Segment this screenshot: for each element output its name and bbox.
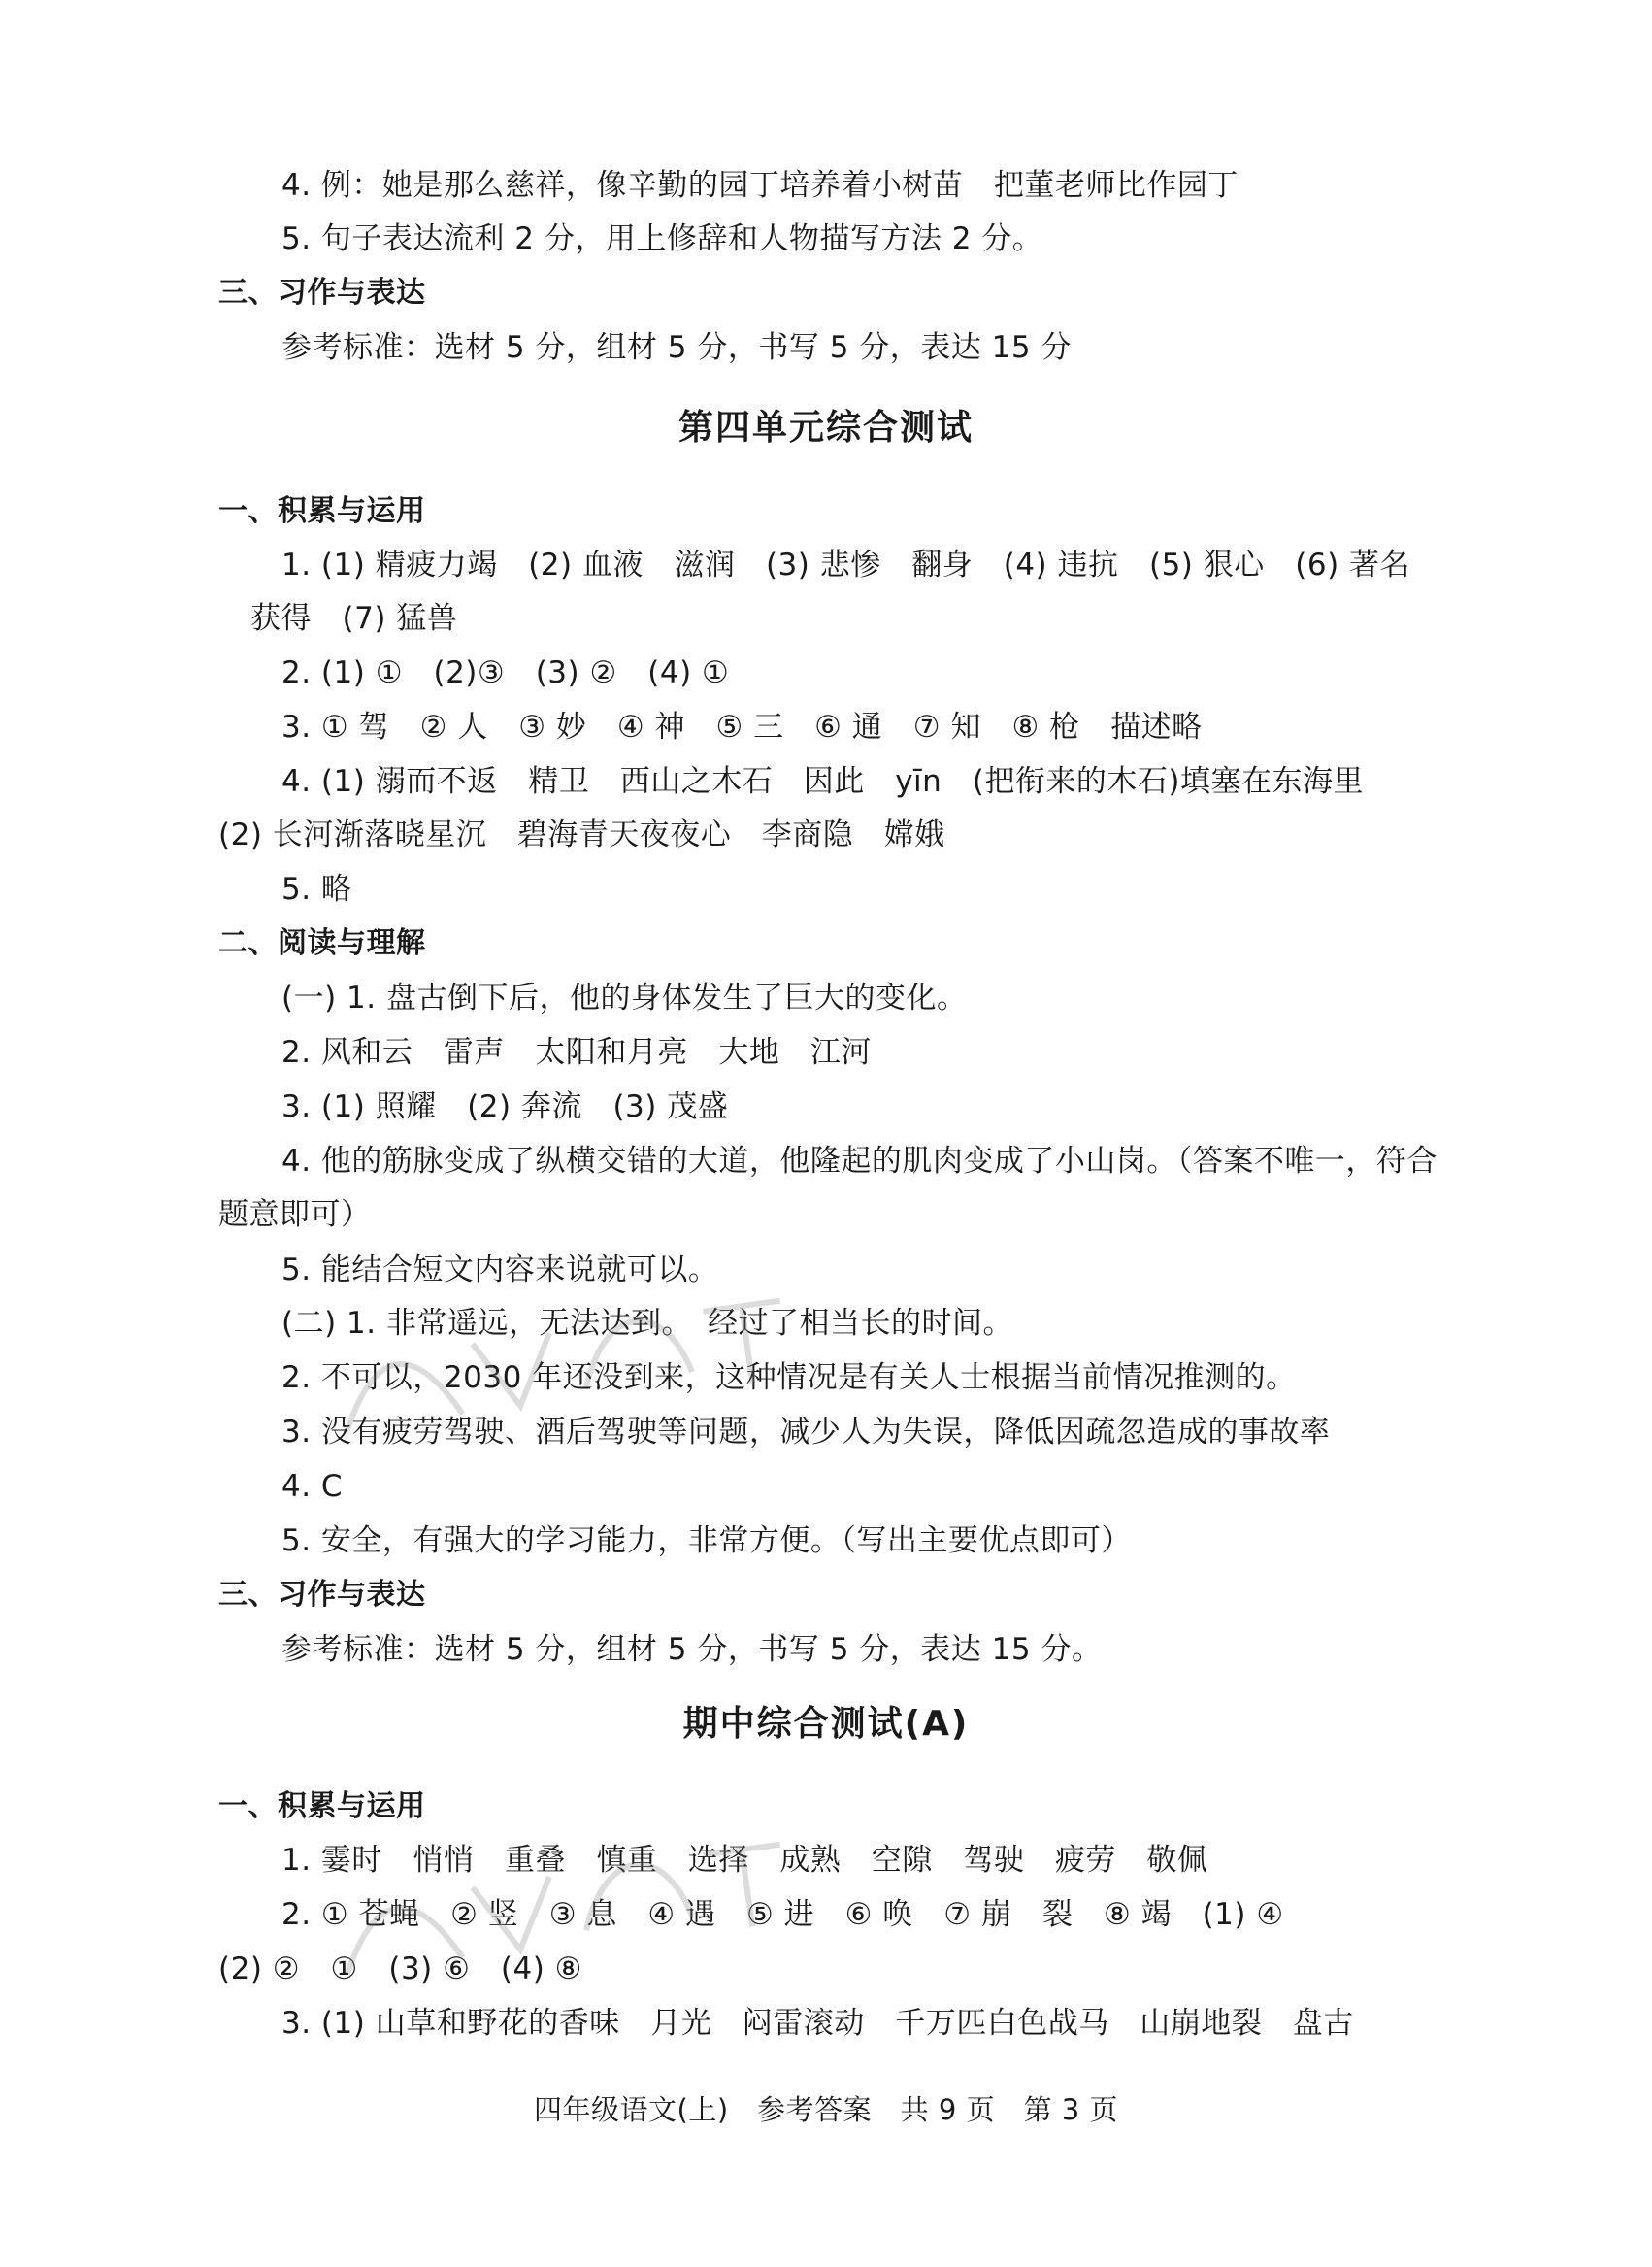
answer-line: 2. 风和云 雷声 太阳和月亮 大地 江河	[281, 1035, 872, 1070]
answer-line: 5. 安全，有强大的学习能力，非常方便。（写出主要优点即可）	[281, 1523, 1132, 1558]
answer-line: (2) 长河渐落晓星沉 碧海青天夜夜心 李商隐 嫦娥	[218, 817, 945, 852]
section-heading: 二、阅读与理解	[218, 926, 426, 960]
answer-line: 3. (1) 山草和野花的香味 月光 闷雷滚动 千万匹白色战马 山崩地裂 盘古	[281, 2006, 1354, 2041]
answer-line: 参考标准：选材 5 分，组材 5 分，书写 5 分，表达 15 分	[281, 330, 1072, 365]
answer-line: 获得 (7) 猛兽	[250, 601, 458, 636]
answer-line: 题意即可）	[218, 1197, 372, 1232]
answer-line: 5. 能结合短文内容来说就可以。	[281, 1252, 719, 1287]
answer-line: 5. 略	[281, 872, 352, 907]
midterm-title: 期中综合测试(A)	[682, 1704, 970, 1744]
section-heading: 三、习作与表达	[218, 1578, 426, 1612]
answer-line: 4. 例：她是那么慈祥，像辛勤的园丁培养着小树苗 把董老师比作园丁	[281, 168, 1239, 203]
section-heading: 三、习作与表达	[218, 276, 426, 310]
answer-line: 4. (1) 溺而不返 精卫 西山之木石 因此 yīn (把衔来的木石)填塞在东海里	[281, 764, 1364, 799]
answer-line: 3. (1) 照耀 (2) 奔流 (3) 茂盛	[281, 1089, 729, 1124]
answer-line: (一) 1. 盘古倒下后，他的身体发生了巨大的变化。	[281, 981, 968, 1016]
answer-line: (二) 1. 非常遥远，无法达到。 经过了相当长的时间。	[281, 1306, 1013, 1341]
answer-line: 2. (1) ① (2)③ (3) ② (4) ①	[281, 655, 730, 690]
answer-line: (2) ② ① (3) ⑥ (4) ⑧	[218, 1951, 582, 1986]
answer-line: 1. (1) 精疲力竭 (2) 血液 滋润 (3) 悲惨 翻身 (4) 违抗 (5) 狠心 (6) 著名	[281, 548, 1411, 583]
answer-line: 5. 句子表达流利 2 分，用上修辞和人物描写方法 2 分。	[281, 221, 1043, 256]
answer-line: 2. 不可以，2030 年还没到来，这种情况是有关人士根据当前情况推测的。	[281, 1360, 1297, 1395]
page-footer: 四年级语文(上) 参考答案 共 9 页 第 3 页	[534, 2093, 1118, 2126]
answer-line: 参考标准：选材 5 分，组材 5 分，书写 5 分，表达 15 分。	[281, 1632, 1103, 1667]
answer-line: 2. ① 苍蝇 ② 竖 ③ 息 ④ 遇 ⑤ 进 ⑥ 唤 ⑦ 崩 裂 ⑧ 竭 (1) ④	[281, 1897, 1284, 1932]
answer-line: 4. C	[281, 1469, 344, 1504]
section-heading: 一、积累与运用	[218, 1789, 426, 1823]
answer-line: 4. 他的筋脉变成了纵横交错的大道，他隆起的肌肉变成了小山岗。（答案不唯一，符合	[281, 1144, 1437, 1179]
answer-line: 3. ① 驾 ② 人 ③ 妙 ④ 神 ⑤ 三 ⑥ 通 ⑦ 知 ⑧ 枪 描述略	[281, 710, 1203, 745]
answer-line: 1. 霎时 悄悄 重叠 慎重 选择 成熟 空隙 驾驶 疲劳 敬佩	[281, 1843, 1208, 1878]
answer-line: 3. 没有疲劳驾驶、酒后驾驶等问题，减少人为失误，降低因疏忽造成的事故率	[281, 1415, 1331, 1450]
section-heading: 一、积累与运用	[218, 494, 426, 528]
unit4-title: 第四单元综合测试	[677, 408, 974, 448]
